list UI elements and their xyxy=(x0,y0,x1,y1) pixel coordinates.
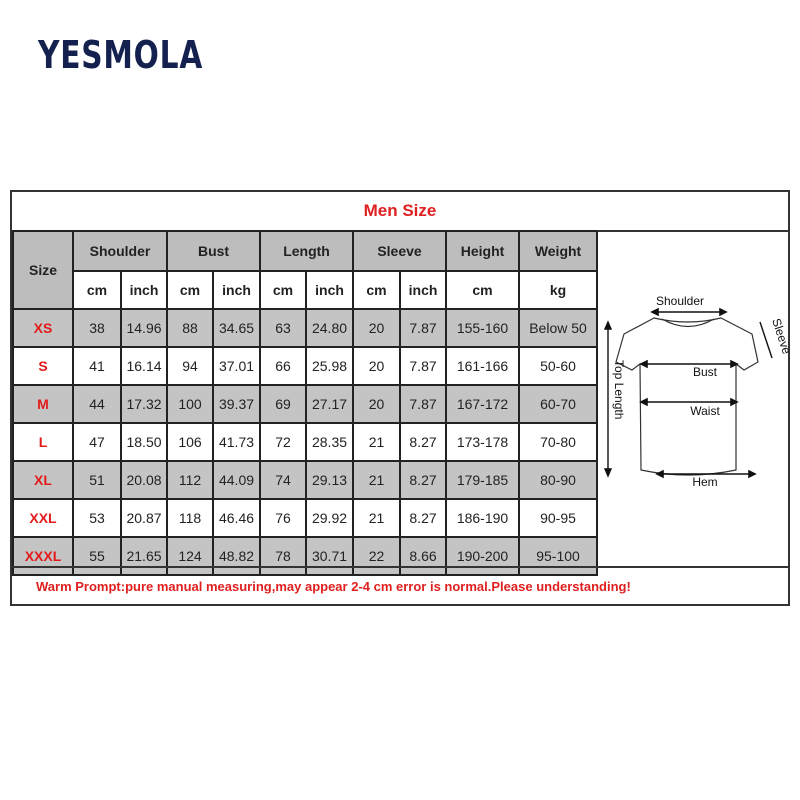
size-cell: 8.66 xyxy=(400,537,446,575)
size-row xyxy=(13,461,597,499)
size-cell: 7.87 xyxy=(400,347,446,385)
unit-header-row xyxy=(13,271,597,309)
size-chart xyxy=(10,190,794,606)
size-row xyxy=(13,423,597,461)
chart-title: Men Size xyxy=(12,192,788,232)
size-cell: 155-160 xyxy=(446,309,519,347)
bust-arrow xyxy=(641,361,737,367)
size-cell: 8.27 xyxy=(400,423,446,461)
size-row xyxy=(13,347,597,385)
size-cell: 161-166 xyxy=(446,347,519,385)
size-cell: 70-80 xyxy=(519,423,597,461)
unit-header: inch xyxy=(213,271,260,309)
size-cell: 124 xyxy=(167,537,213,575)
size-cell: 44 xyxy=(73,385,121,423)
size-cell: 21 xyxy=(353,499,400,537)
size-cell: 37.01 xyxy=(213,347,260,385)
top-length-arrow xyxy=(605,322,611,476)
group-header-row xyxy=(13,231,597,271)
size-cell: 179-185 xyxy=(446,461,519,499)
hem-label: Hem xyxy=(692,475,718,489)
size-cell: Below 50 xyxy=(519,309,597,347)
unit-header: cm xyxy=(73,271,121,309)
size-table xyxy=(12,230,598,576)
brand-logo: YESMOLA xyxy=(38,33,204,77)
size-cell: 173-178 xyxy=(446,423,519,461)
size-label: L xyxy=(13,423,73,461)
size-cell: 41.73 xyxy=(213,423,260,461)
size-rows xyxy=(13,309,597,575)
size-label: S xyxy=(13,347,73,385)
size-cell: 106 xyxy=(167,423,213,461)
group-header-shoulder: Shoulder xyxy=(73,231,167,271)
size-cell: 28.35 xyxy=(306,423,353,461)
size-cell: 39.37 xyxy=(213,385,260,423)
top-length-label: Top Length xyxy=(612,360,626,420)
group-header-length: Length xyxy=(260,231,353,271)
waist-label: Waist xyxy=(690,404,720,418)
bust-label: Bust xyxy=(692,365,718,379)
size-cell: 46.46 xyxy=(213,499,260,537)
size-cell: 53 xyxy=(73,499,121,537)
shoulder-label: Shoulder xyxy=(655,294,705,308)
size-label: M xyxy=(13,385,73,423)
size-cell: 74 xyxy=(260,461,306,499)
size-label: XXL xyxy=(13,499,73,537)
unit-header: inch xyxy=(400,271,446,309)
size-cell: 18.50 xyxy=(121,423,167,461)
size-row xyxy=(13,499,597,537)
unit-header: cm xyxy=(446,271,519,309)
sleeve-arrow xyxy=(760,322,772,358)
size-cell: 78 xyxy=(260,537,306,575)
size-label: XXXL xyxy=(13,537,73,575)
size-cell: 60-70 xyxy=(519,385,597,423)
size-cell: 20 xyxy=(353,309,400,347)
size-cell: 100 xyxy=(167,385,213,423)
size-row xyxy=(13,309,597,347)
size-cell: 30.71 xyxy=(306,537,353,575)
size-cell: 34.65 xyxy=(213,309,260,347)
size-cell: 21.65 xyxy=(121,537,167,575)
size-cell: 66 xyxy=(260,347,306,385)
size-cell: 20.08 xyxy=(121,461,167,499)
tshirt-diagram xyxy=(596,230,794,566)
size-cell: 72 xyxy=(260,423,306,461)
unit-header: cm xyxy=(167,271,213,309)
size-cell: 7.87 xyxy=(400,309,446,347)
size-cell: 29.92 xyxy=(306,499,353,537)
size-cell: 63 xyxy=(260,309,306,347)
size-row xyxy=(13,385,597,423)
size-cell: 7.87 xyxy=(400,385,446,423)
size-cell: 90-95 xyxy=(519,499,597,537)
unit-header: inch xyxy=(306,271,353,309)
size-cell: 22 xyxy=(353,537,400,575)
size-cell: 190-200 xyxy=(446,537,519,575)
size-cell: 8.27 xyxy=(400,499,446,537)
size-cell: 118 xyxy=(167,499,213,537)
tshirt-svg xyxy=(596,230,794,566)
size-cell: 21 xyxy=(353,423,400,461)
size-cell: 47 xyxy=(73,423,121,461)
size-cell: 55 xyxy=(73,537,121,575)
size-cell: 50-60 xyxy=(519,347,597,385)
size-cell: 17.32 xyxy=(121,385,167,423)
size-cell: 167-172 xyxy=(446,385,519,423)
size-cell: 80-90 xyxy=(519,461,597,499)
size-cell: 21 xyxy=(353,461,400,499)
waist-arrow xyxy=(641,399,737,405)
group-header-height: Height xyxy=(446,231,519,271)
group-header-sleeve: Sleeve xyxy=(353,231,446,271)
unit-header: cm xyxy=(260,271,306,309)
size-cell: 69 xyxy=(260,385,306,423)
size-cell: 51 xyxy=(73,461,121,499)
size-cell: 20 xyxy=(353,347,400,385)
size-cell: 76 xyxy=(260,499,306,537)
size-cell: 29.13 xyxy=(306,461,353,499)
unit-header: cm xyxy=(353,271,400,309)
size-cell: 16.14 xyxy=(121,347,167,385)
unit-header: inch xyxy=(121,271,167,309)
size-cell: 8.27 xyxy=(400,461,446,499)
size-cell: 88 xyxy=(167,309,213,347)
tshirt-outline xyxy=(616,318,758,475)
size-cell: 112 xyxy=(167,461,213,499)
size-cell: 94 xyxy=(167,347,213,385)
size-cell: 95-100 xyxy=(519,537,597,575)
size-cell: 186-190 xyxy=(446,499,519,537)
shoulder-arrow xyxy=(652,309,726,315)
size-cell: 27.17 xyxy=(306,385,353,423)
size-cell: 24.80 xyxy=(306,309,353,347)
size-column-header: Size xyxy=(13,231,73,309)
size-cell: 41 xyxy=(73,347,121,385)
size-cell: 20 xyxy=(353,385,400,423)
size-cell: 44.09 xyxy=(213,461,260,499)
group-header-weight: Weight xyxy=(519,231,597,271)
warm-prompt: Warm Prompt:pure manual measuring,may appear 2-4 cm error is normal.Please understanding! xyxy=(12,566,788,604)
size-cell: 38 xyxy=(73,309,121,347)
sleeve-label: Sleeve xyxy=(769,316,794,356)
size-cell: 25.98 xyxy=(306,347,353,385)
size-label: XS xyxy=(13,309,73,347)
group-header-bust: Bust xyxy=(167,231,260,271)
size-cell: 14.96 xyxy=(121,309,167,347)
size-cell: 48.82 xyxy=(213,537,260,575)
unit-header: kg xyxy=(519,271,597,309)
size-label: XL xyxy=(13,461,73,499)
size-cell: 20.87 xyxy=(121,499,167,537)
